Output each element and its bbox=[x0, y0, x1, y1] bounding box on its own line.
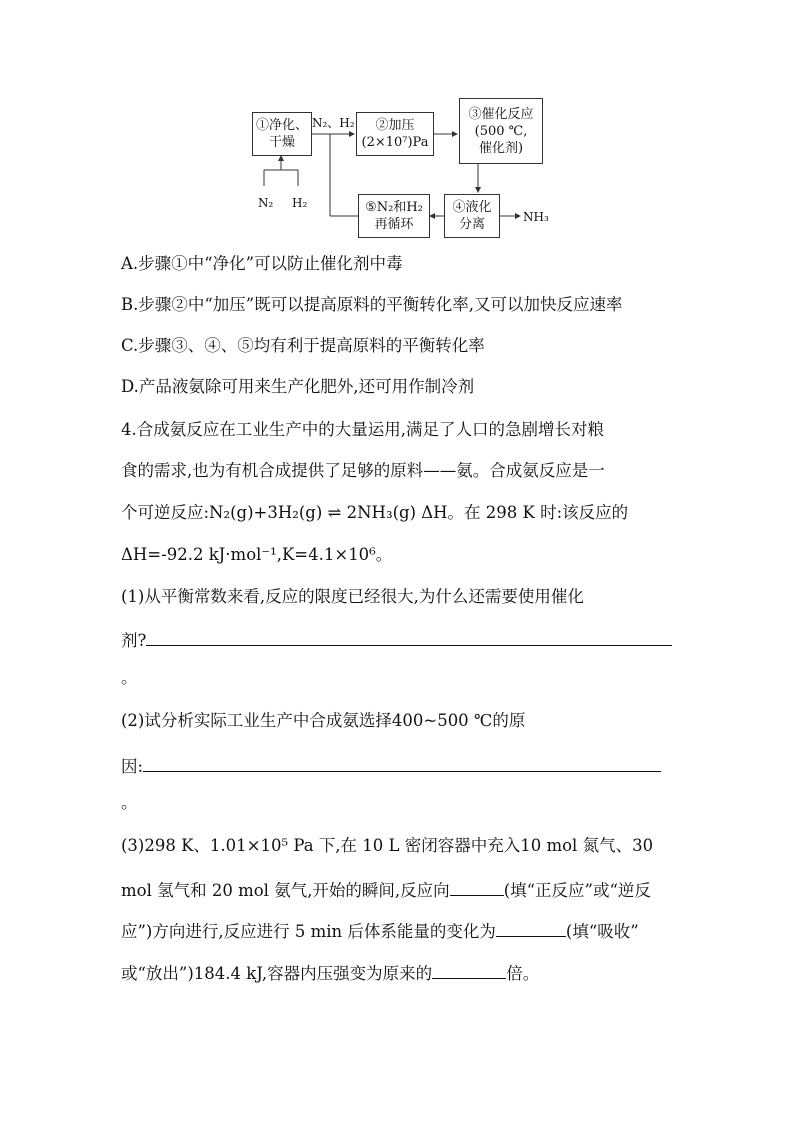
option-a: A.步骤①中“净化”可以防止催化剂中毒 bbox=[121, 254, 403, 273]
step5-line1: ⑤N₂和H₂ bbox=[365, 200, 423, 215]
option-c: C.步骤③、④、⑤均有利于提高原料的平衡转化率 bbox=[121, 336, 485, 355]
step4-line1: ④液化 bbox=[452, 200, 492, 215]
step3-catalytic-reaction-box bbox=[459, 98, 543, 164]
step3-line3: 催化剂) bbox=[478, 140, 524, 156]
label-h2: H₂ bbox=[292, 196, 308, 210]
pressure-ratio-blank[interactable] bbox=[432, 960, 506, 979]
q4-part1-end: 。 bbox=[121, 668, 138, 687]
q4-line1: 4.合成氨反应在工业生产中的大量运用,满足了人口的急剧增长对粮 bbox=[121, 420, 604, 439]
q4-part2-end: 。 bbox=[121, 793, 138, 812]
q4-part3-line2 bbox=[121, 877, 651, 901]
q4-part3-line2-hint: (填“正反应”或“逆反 bbox=[503, 881, 651, 900]
step4-liquefy-separate-box bbox=[444, 194, 500, 238]
process-flowchart bbox=[244, 94, 564, 246]
q4-part1-prefix: 剂? bbox=[121, 631, 147, 650]
step1-purify-dry-box bbox=[252, 112, 312, 156]
q4-enthalpy-line: ΔH=-92.2 kJ·mol⁻¹,K=4.1×10⁶。 bbox=[121, 545, 393, 564]
q4-part3-line4-end: 倍。 bbox=[506, 964, 540, 983]
option-d: D.产品液氨除可用来生产化肥外,还可用作制冷剂 bbox=[121, 377, 475, 396]
q4-part1-question: (1)从平衡常数来看,反应的限度已经很大,为什么还需要使用催化 bbox=[121, 587, 584, 606]
q4-line2: 食的需求,也为有机合成提供了足够的原料——氨。合成氨反应是一 bbox=[121, 461, 605, 480]
q4-part1-answer-blank[interactable] bbox=[146, 627, 672, 646]
q4-part2-prefix: 因: bbox=[121, 757, 144, 776]
step2-pressurize-box bbox=[356, 112, 434, 156]
step4-line2: 分离 bbox=[458, 217, 485, 232]
step2-line1: ②加压 bbox=[375, 118, 415, 133]
q4-equation-line: 个可逆反应:N₂(g)+3H₂(g) ⇌ 2NH₃(g) ΔH。在 298 K 时:该反应的 bbox=[121, 503, 629, 522]
q4-part2-question: (2)试分析实际工业生产中合成氨选择400~500 ℃的原 bbox=[121, 711, 526, 730]
q4-part3-line3 bbox=[121, 918, 639, 942]
reaction-direction-blank[interactable] bbox=[450, 877, 504, 896]
option-b: B.步骤②中“加压”既可以提高原料的平衡转化率,又可以加快反应速率 bbox=[121, 295, 623, 314]
energy-change-blank[interactable] bbox=[496, 918, 566, 937]
q4-part3-line2-text: mol 氢气和 20 mol 氨气,开始的瞬间,反应向 bbox=[121, 881, 450, 900]
q4-part2-answer-line bbox=[121, 753, 661, 777]
label-n2: N₂ bbox=[258, 196, 274, 210]
step3-line1: ③催化反应 bbox=[468, 106, 534, 122]
step1-line1: ①净化、 bbox=[255, 118, 308, 133]
step5-line2: 再循环 bbox=[374, 217, 414, 232]
label-nh3: NH₃ bbox=[523, 210, 549, 224]
step3-line2: (500 ℃, bbox=[474, 123, 528, 139]
q4-part3-line3-text: 应”)方向进行,反应进行 5 min 后体系能量的变化为 bbox=[121, 922, 496, 941]
q4-part3-line4 bbox=[121, 960, 539, 984]
step2-line2: (2×10⁷)Pa bbox=[361, 135, 429, 150]
q4-part2-answer-blank[interactable] bbox=[143, 753, 661, 772]
q4-part1-answer-line bbox=[121, 627, 672, 651]
q4-part3-line3-hint: (填“吸收” bbox=[565, 922, 639, 941]
step5-recycle-box bbox=[358, 194, 430, 238]
step1-line2: 干燥 bbox=[268, 135, 295, 150]
q4-part3-line4-text: 或“放出”)184.4 kJ,容器内压强变为原来的 bbox=[121, 964, 433, 983]
label-n2-h2: N₂、H₂ bbox=[312, 116, 355, 130]
q4-part3-line1: (3)298 K、1.01×10⁵ Pa 下,在 10 L 密闭容器中充入10 mol 氮气、30 bbox=[121, 836, 654, 855]
